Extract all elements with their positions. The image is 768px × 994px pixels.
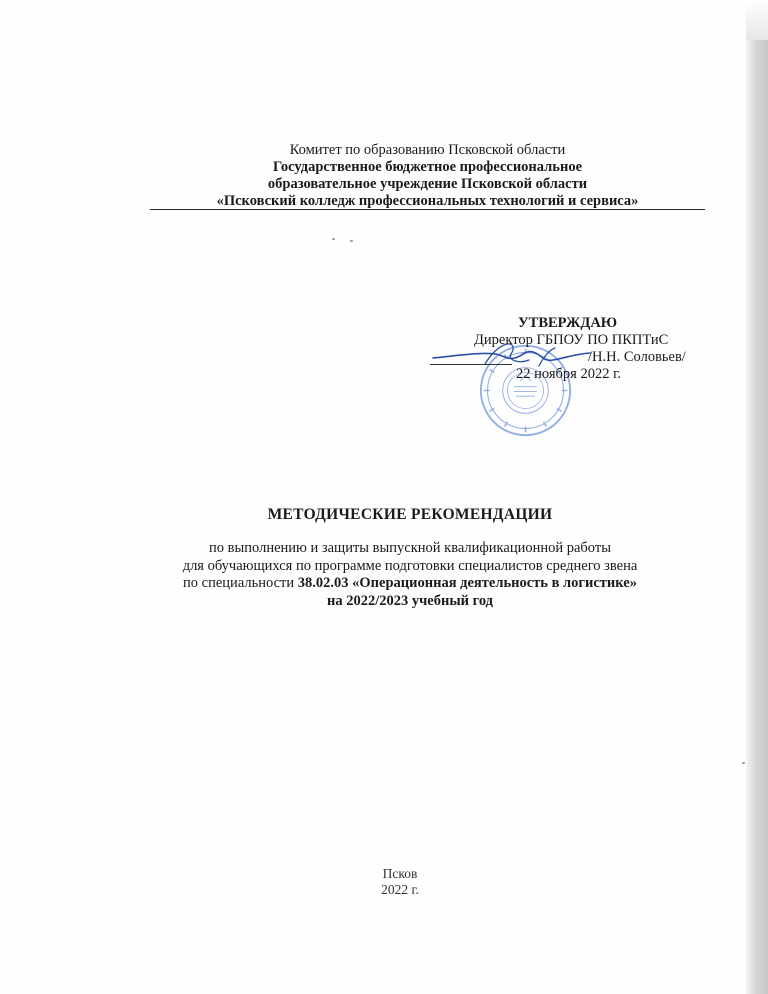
specialty-name: 38.02.03 «Операционная деятельность в логистике» [297,575,637,591]
document-title-block [130,506,690,610]
approval-name: /Н.Н. Соловьев/ [588,349,686,365]
header-institution-line2: образовательное учреждение Псковской области [267,176,588,192]
document-subtitle [130,540,690,610]
document-footer [360,866,440,898]
academic-year: на 2022/2023 учебный год [326,592,494,609]
scan-speck [350,240,353,242]
specialty-prefix: по специальности [183,575,298,591]
subtitle-line1: по выполнению и защиты выпускной квалификационной работы [209,540,611,556]
footer-year: 2022 г. [381,882,419,897]
header-divider [150,209,705,210]
header-college-name: «Псковский колледж профессиональных технологий и сервиса» [216,193,639,209]
approval-date: 22 ноября 2022 г. [516,366,622,382]
approval-role: Директор ГБПОУ ПО ПКПТиС [474,332,669,348]
approval-block [470,315,720,383]
scan-edge-shadow-top [746,0,768,40]
subtitle-line3 [130,575,690,593]
approval-signature-row [470,349,720,366]
footer-city: Псков [382,866,418,881]
approval-title: УТВЕРЖДАЮ [518,315,618,331]
scan-edge-shadow [746,40,768,994]
header-committee: Комитет по образованию Псковской области [289,142,566,158]
signature-line [430,364,512,365]
subtitle-line2: для обучающихся по программе подготовки специалистов среднего звена [182,557,638,574]
document-title: МЕТОДИЧЕСКИЕ РЕКОМЕНДАЦИИ [267,506,553,523]
scan-speck [742,762,745,764]
organization-header [150,142,705,210]
scan-speck [332,238,335,240]
header-institution-line1: Государственное бюджетное профессиональное [272,159,583,175]
